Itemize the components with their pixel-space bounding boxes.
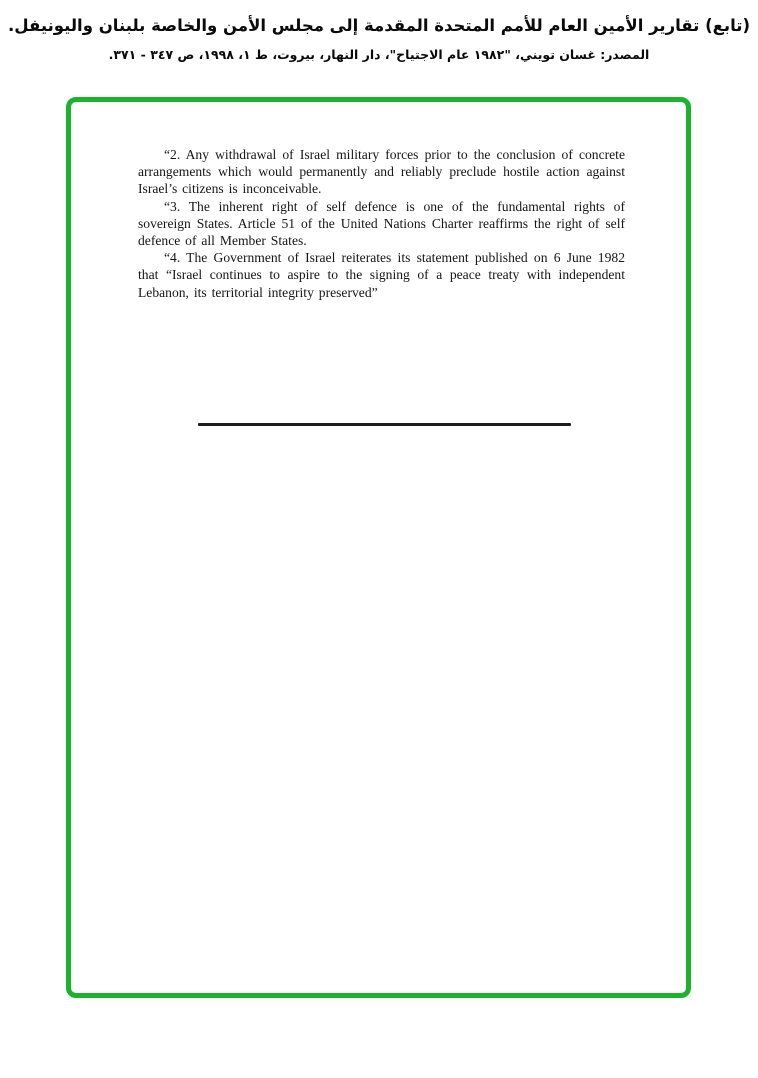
document-header (0, 13, 758, 65)
body-paragraph: “3. The inherent right of self defence is one of the fundamental rights of sovereign States. Article 51 of the United Nations Charter reaffirms the right of self defence of all Member States. (138, 198, 625, 249)
body-paragraph: “4. The Government of Israel reiterates its statement published on 6 June 1982 that “Israel continues to aspire to the signing of a peace treaty with independent Lebanon, its territorial integrity preserved” (138, 250, 625, 300)
body-paragraph: “2. Any withdrawal of Israel military forces prior to the conclusion of concrete arrangements which would permanently and reliably preclude hostile action against Israel’s citizens is inconceivable. (138, 147, 625, 197)
body-text-block (138, 146, 625, 301)
horizontal-rule (198, 423, 571, 426)
header-title-arabic: (تابع) تقارير الأمين العام للأمم المتحدة المقدمة إلى مجلس الأمن والخاصة بلبنان واليونيفل. (7, 16, 751, 35)
header-source-citation: المصدر: غسان تويني، "١٩٨٢ عام الاجتياح"، دار النهار، بيروت، ط ١، ١٩٩٨، ص ٣٤٧ - ٣٧١. (108, 47, 650, 62)
document-frame (66, 97, 691, 998)
